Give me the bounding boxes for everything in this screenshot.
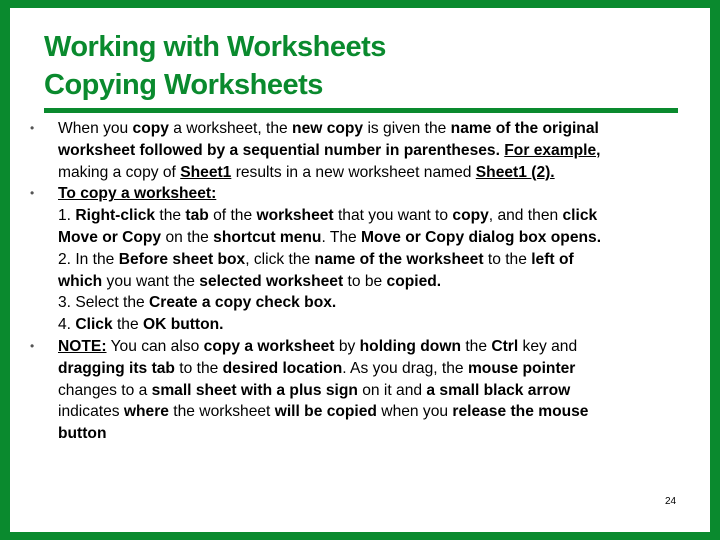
text-run: to the [174, 359, 223, 377]
bullet-text-line [58, 205, 690, 227]
text-run: you want the [102, 272, 200, 290]
emphasis-bold: new copy [292, 120, 364, 137]
bullet-text [58, 336, 690, 445]
text-run: making a copy of [58, 163, 181, 181]
text-run: , and then [488, 207, 563, 225]
text-run: on the [161, 228, 214, 246]
emphasis-bold: tab [185, 207, 209, 225]
slide-title-line-1: Working with Worksheets [44, 31, 386, 63]
text-run: the [155, 207, 186, 225]
bullet-text-line [58, 140, 690, 162]
text-run: 2. In the [58, 250, 119, 268]
text-run: the worksheet [168, 403, 275, 421]
text-run: . As you drag, the [342, 359, 468, 377]
text-run: the [112, 316, 143, 334]
bullet-text-line [58, 358, 690, 380]
text-run: 3. Select the [58, 294, 150, 312]
bullet-text-line [58, 183, 690, 205]
text-run: that you want to [333, 207, 453, 225]
bullet-marker: • [30, 121, 35, 135]
emphasis-bold: name of the original [450, 120, 599, 137]
emphasis-bold: Move or Copy [58, 228, 162, 246]
bullet-item [30, 118, 690, 183]
emphasis-bold: OK button. [142, 316, 224, 334]
bullet-item [30, 183, 690, 336]
slide-title-line-2: Copying Worksheets [44, 69, 323, 101]
text-run: is given the [363, 120, 451, 137]
text-run: results in a new worksheet named [231, 163, 476, 181]
title-divider [44, 108, 678, 113]
emphasis-bold: which [58, 272, 103, 290]
bullet-text-line [58, 118, 690, 140]
text-run: a worksheet, the [168, 120, 293, 137]
text-run: When you [58, 120, 133, 137]
emphasis-bold: button [58, 425, 107, 443]
text-run: 1. [58, 207, 76, 225]
emphasis-bold: worksheet [256, 207, 334, 225]
text-run: of the [208, 207, 257, 225]
emphasis-bold: copy a worksheet [203, 337, 335, 355]
emphasis-bold: will be copied [274, 403, 377, 421]
emphasis-bold: desired location [222, 359, 343, 377]
bullet-text-line [58, 401, 690, 423]
emphasis-underlined: NOTE: [58, 337, 107, 355]
emphasis-underlined: For example, [504, 141, 601, 159]
bullet-list [30, 118, 690, 445]
emphasis-bold: Create a copy check box. [149, 294, 337, 312]
bullet-text-line [58, 292, 690, 314]
slide-title [44, 28, 684, 104]
text-run: . The [321, 228, 362, 246]
bullet-text-line [58, 423, 690, 445]
text-run: 4. [58, 316, 76, 334]
emphasis-bold: selected worksheet [199, 272, 344, 290]
emphasis-bold: Click [75, 316, 113, 334]
bullet-item [30, 336, 690, 445]
text-run: You can also [106, 337, 204, 355]
text-run: to the [483, 250, 532, 268]
text-run: on it and [357, 381, 427, 399]
emphasis-bold: release the mouse [452, 403, 589, 421]
emphasis-bold: name of the worksheet [314, 250, 484, 268]
emphasis-bold: Before sheet box [118, 250, 246, 268]
bullet-text-line [58, 162, 690, 184]
emphasis-bold: small sheet with a plus sign [151, 381, 358, 399]
emphasis-bold: shortcut menu [213, 228, 322, 246]
text-run: key and [518, 337, 578, 355]
emphasis-bold: Right-click [75, 207, 156, 225]
bullet-text-line [58, 336, 690, 358]
text-run: indicates [58, 403, 124, 421]
emphasis-bold: copy [132, 120, 169, 137]
text-run: to be [343, 272, 387, 290]
emphasis-bold: worksheet followed by a sequential number in parentheses. [58, 141, 505, 159]
emphasis-bold: copy [452, 207, 489, 225]
emphasis-bold: Move or Copy dialog box opens. [361, 228, 602, 246]
emphasis-bold: copied. [386, 272, 442, 290]
emphasis-bold: dragging its tab [58, 359, 175, 377]
slide [10, 8, 710, 532]
emphasis-bold: holding down [359, 337, 461, 355]
bullet-marker: • [30, 186, 35, 201]
emphasis-bold: click [562, 207, 598, 225]
emphasis-bold: where [123, 403, 169, 421]
text-run: , click the [245, 250, 315, 268]
text-run: by [334, 337, 360, 355]
emphasis-bold: a small black arrow [426, 381, 571, 399]
bullet-text-line [58, 227, 690, 249]
bullet-marker: • [30, 338, 35, 353]
bullet-text [58, 118, 690, 183]
emphasis-underlined: Sheet1 (2). [475, 163, 555, 181]
emphasis-underlined: Sheet1 [180, 163, 232, 181]
emphasis-bold: left of [531, 250, 574, 268]
emphasis-bold: mouse pointer [467, 359, 576, 377]
text-run: when you [376, 403, 453, 421]
bullet-text [58, 183, 690, 336]
text-run: the [461, 337, 492, 355]
bullet-text-line [58, 271, 690, 293]
emphasis-bold: Ctrl [491, 337, 519, 355]
bullet-text-line [58, 314, 690, 336]
emphasis-underlined: To copy a worksheet: [58, 185, 217, 203]
text-run: changes to a [58, 381, 152, 399]
bullet-text-line [58, 380, 690, 402]
bullet-text-line [58, 249, 690, 271]
page-number: 24 [665, 496, 677, 507]
